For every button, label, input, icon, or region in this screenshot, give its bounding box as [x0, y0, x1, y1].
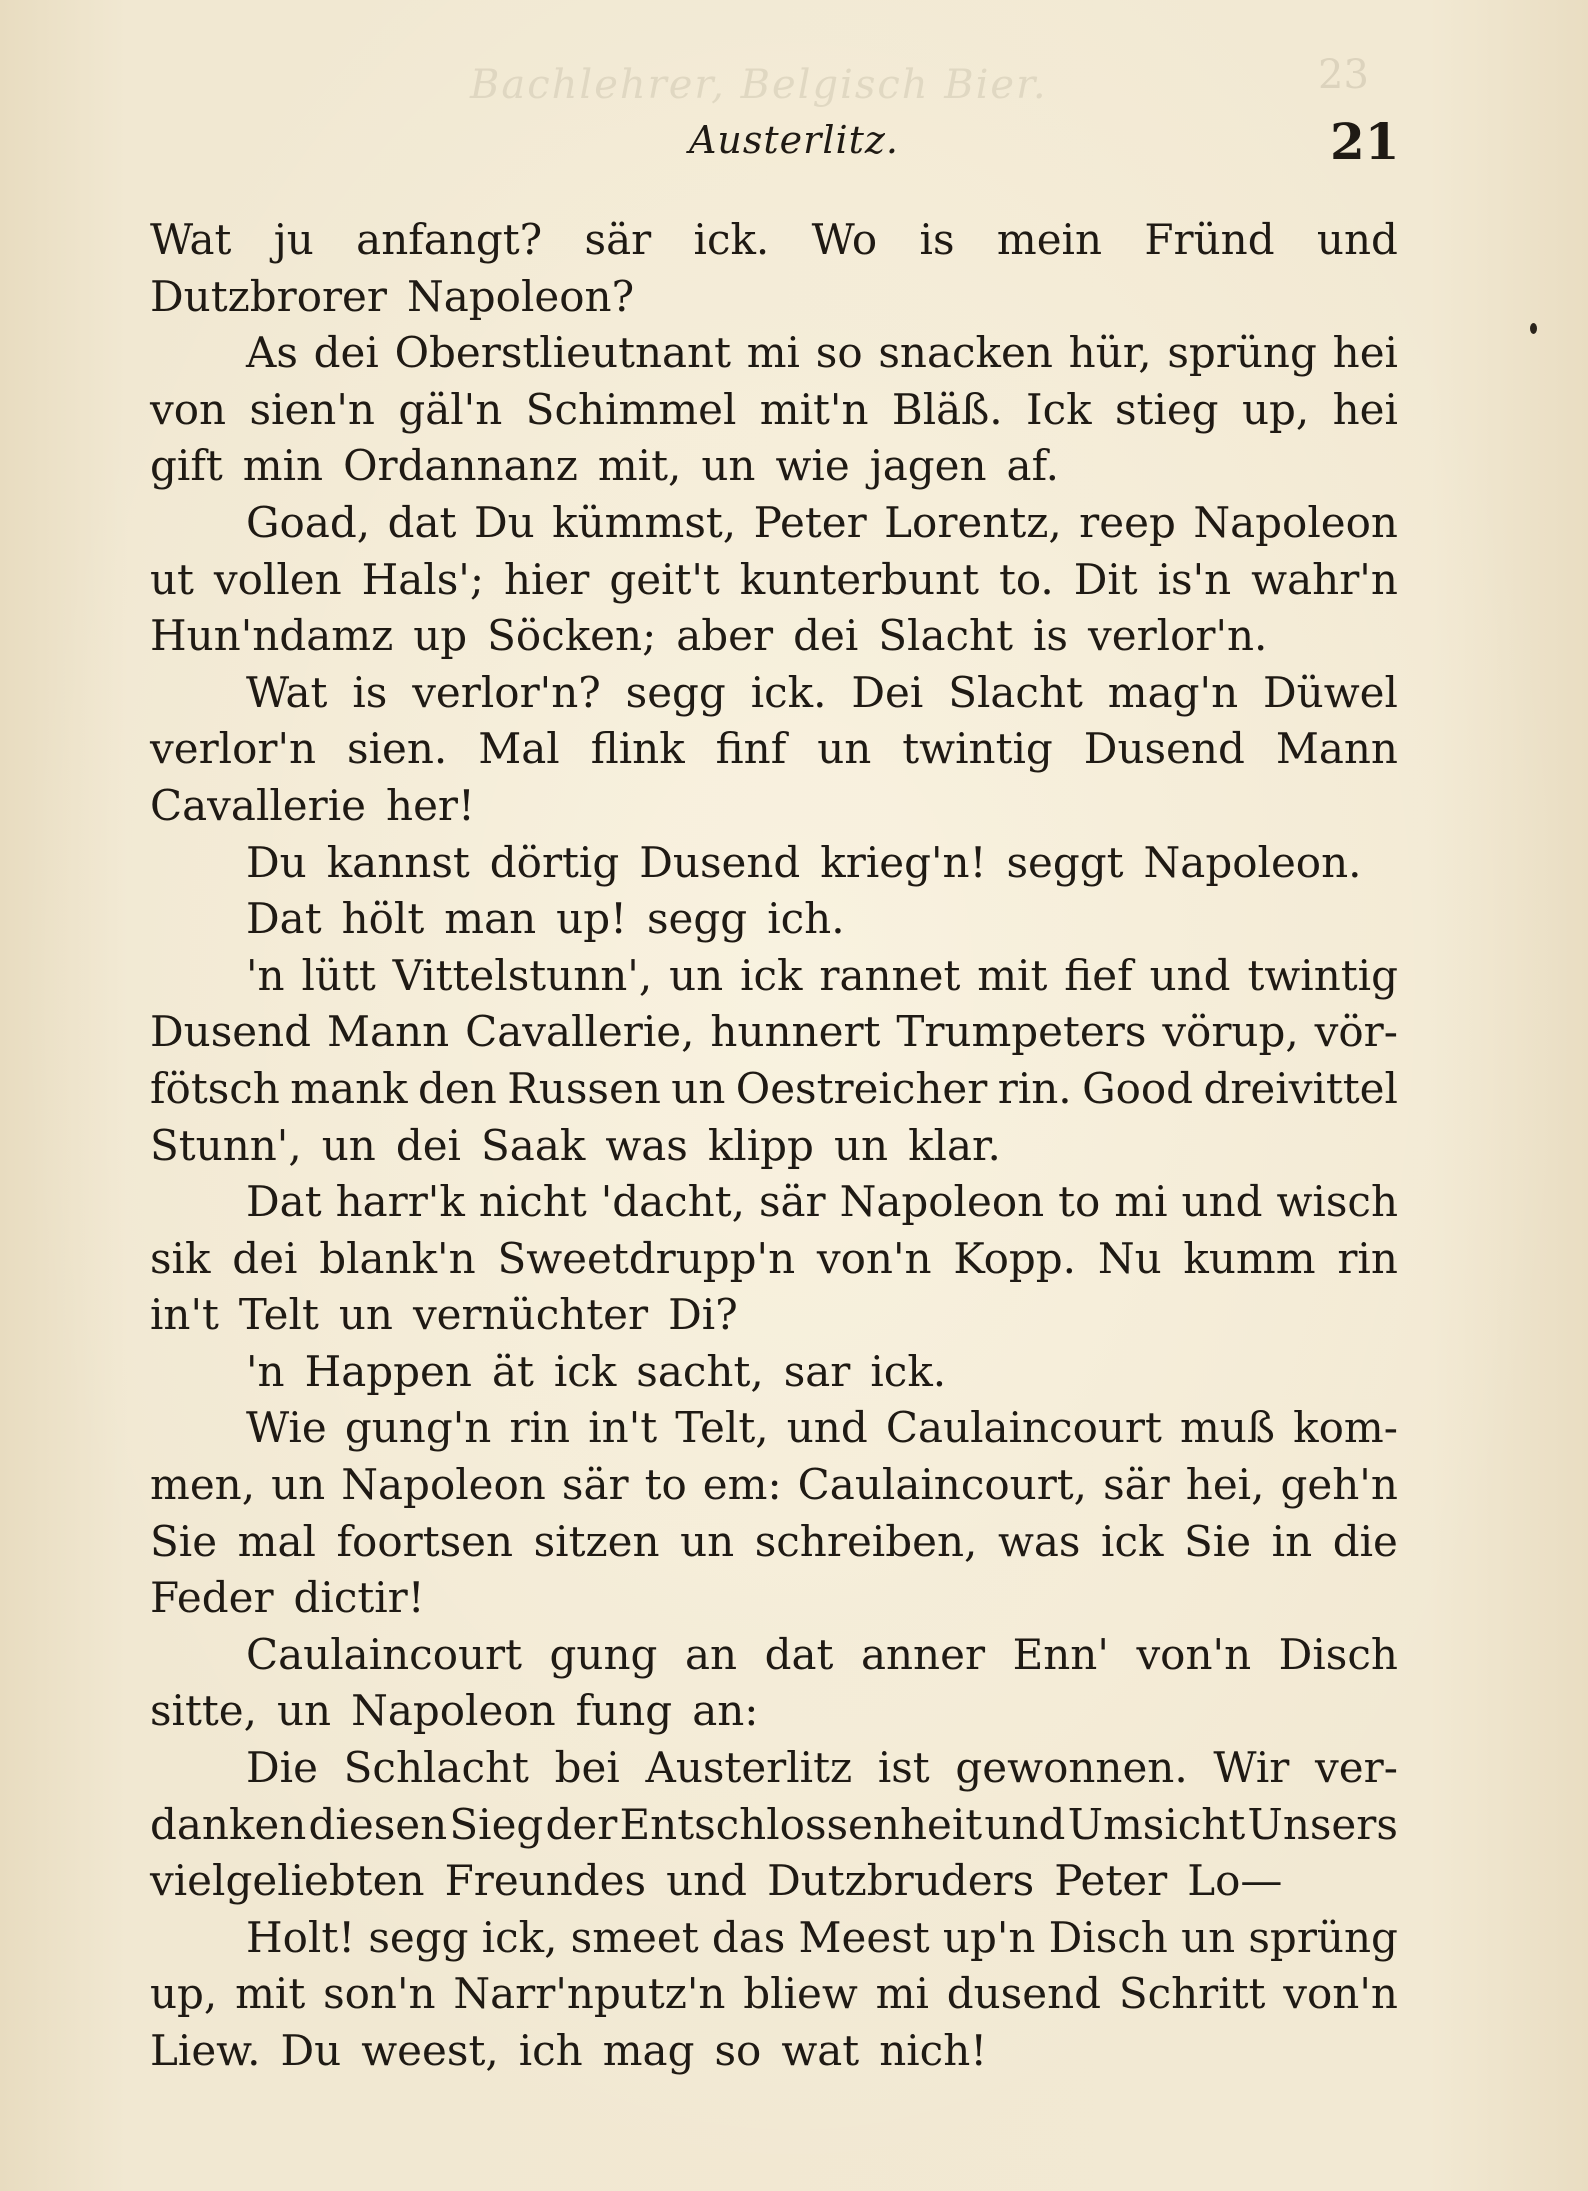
- word: rin: [1337, 1233, 1398, 1283]
- word: Lo—: [1187, 1856, 1283, 1906]
- word: bliew: [743, 1969, 858, 2019]
- word: Wir: [1213, 1743, 1290, 1793]
- bleed-through-page-number: 23: [1318, 52, 1369, 98]
- word: Mann: [327, 1007, 450, 1057]
- word: sitzen: [533, 1516, 660, 1566]
- word: sär: [561, 1460, 629, 1510]
- word: Caulaincourt: [246, 1629, 522, 1679]
- word: Meest: [798, 1912, 930, 1962]
- word: danken: [150, 1799, 307, 1849]
- word: Slacht: [878, 611, 1013, 661]
- word: stieg: [1114, 384, 1219, 434]
- word: men,: [150, 1460, 256, 1510]
- word: jagen: [869, 441, 987, 491]
- word: snacken: [878, 328, 1053, 378]
- word: Caulaincourt,: [797, 1460, 1088, 1510]
- word: Goad,: [246, 497, 371, 547]
- word: Slacht: [948, 667, 1083, 717]
- word: Cavallerie: [150, 780, 367, 830]
- word: in: [1271, 1516, 1313, 1566]
- word: dat: [764, 1629, 834, 1679]
- word: mit: [235, 1969, 306, 2019]
- word: mal: [237, 1516, 316, 1566]
- word: is: [919, 215, 955, 264]
- word: hier: [503, 554, 590, 604]
- word: Liew.: [150, 2026, 261, 2075]
- word: hei,: [1185, 1460, 1265, 1510]
- word: foortsen: [336, 1516, 514, 1566]
- word: den: [418, 1063, 497, 1113]
- text-line: [150, 552, 1398, 609]
- body-text: [150, 212, 1398, 2080]
- word: Dat: [246, 1177, 322, 1227]
- word: dictir!: [293, 1573, 425, 1623]
- word: der: [545, 1799, 618, 1849]
- word: Dusend: [639, 837, 801, 887]
- word: un: [276, 1686, 332, 1736]
- word: un: [1181, 1912, 1236, 1962]
- text-line: [150, 1400, 1398, 1457]
- word: ich.: [767, 894, 845, 944]
- word: sär: [1103, 1460, 1170, 1510]
- word: mit,: [597, 441, 682, 491]
- word: Dutzbrorer: [150, 271, 387, 321]
- word: to: [644, 1460, 687, 1510]
- text-line: [150, 269, 1398, 326]
- page-header: [0, 112, 1588, 172]
- word: dat: [387, 497, 457, 547]
- word: geh'n: [1280, 1460, 1398, 1510]
- word: an: [684, 1629, 738, 1679]
- text-line: [150, 1344, 1398, 1401]
- word: Peter: [753, 497, 867, 547]
- word: was: [605, 1120, 688, 1170]
- word: wat: [781, 2026, 860, 2075]
- word: geit't: [609, 554, 720, 604]
- word: sar: [783, 1346, 851, 1396]
- word: die: [1332, 1516, 1398, 1566]
- word: Du: [473, 497, 535, 547]
- word: harr'k: [335, 1177, 465, 1227]
- text-line: [150, 835, 1398, 892]
- word: Dutzbruders: [767, 1856, 1035, 1906]
- word: Napoleon: [1193, 497, 1398, 547]
- word: lütt: [301, 950, 376, 1000]
- word: Die: [246, 1743, 318, 1793]
- word: sacht,: [636, 1346, 764, 1396]
- word: As: [246, 328, 298, 378]
- word: schreiben,: [754, 1516, 978, 1566]
- word: nicht: [478, 1177, 587, 1227]
- word: mit: [977, 950, 1048, 1000]
- word: Dusend: [150, 1007, 312, 1057]
- word: und: [1316, 215, 1398, 264]
- word: Disch: [1278, 1629, 1398, 1679]
- word: Schimmel: [525, 384, 737, 434]
- word: is'n: [1157, 554, 1232, 604]
- text-line: [150, 1287, 1398, 1344]
- word: gäl'n: [398, 384, 503, 434]
- word: up!: [556, 894, 627, 944]
- word: aber: [676, 611, 774, 661]
- word: ick,: [481, 1912, 558, 1962]
- word: sien.: [347, 724, 448, 774]
- word: klipp: [707, 1120, 814, 1170]
- word: fung: [575, 1686, 673, 1736]
- word: kumm: [1183, 1233, 1316, 1283]
- word: was: [997, 1516, 1081, 1566]
- word: Du: [280, 2026, 342, 2075]
- word: ver-: [1315, 1743, 1398, 1793]
- word: finf: [715, 724, 787, 774]
- word: kümmst,: [552, 497, 737, 547]
- word: smeet: [570, 1912, 699, 1962]
- word: Russen: [507, 1063, 661, 1113]
- word: flink: [590, 724, 685, 774]
- word: Bläß.: [891, 384, 1003, 434]
- word: mi: [875, 1969, 929, 2019]
- text-line: [150, 1910, 1398, 1967]
- word: un: [817, 724, 872, 774]
- word: Enn': [1012, 1629, 1109, 1679]
- word: un: [671, 1063, 726, 1113]
- word: is: [1032, 611, 1068, 661]
- word: dei: [313, 328, 379, 378]
- text-line: [150, 778, 1398, 835]
- word: sien'n: [249, 384, 375, 434]
- word: Stunn',: [150, 1120, 302, 1170]
- word: hölt: [341, 894, 425, 944]
- word: Fründ: [1144, 215, 1275, 264]
- word: ick: [1101, 1516, 1164, 1566]
- word: up,: [1241, 384, 1310, 434]
- word: gift: [150, 441, 223, 491]
- word: vernüchter: [412, 1290, 649, 1340]
- word: und: [1149, 950, 1231, 1000]
- word: is: [352, 667, 388, 717]
- word: krieg'n!: [820, 837, 987, 887]
- text-line: [150, 438, 1398, 495]
- word: Hun'ndamz: [150, 611, 394, 661]
- word: dusend: [946, 1969, 1101, 2019]
- text-line: [150, 1740, 1398, 1797]
- word: Napoleon: [351, 1686, 556, 1736]
- word: sär: [584, 215, 652, 264]
- word: wahr'n: [1251, 554, 1398, 604]
- word: nich!: [879, 2026, 988, 2075]
- word: hür,: [1068, 328, 1152, 378]
- word: son'n: [323, 1969, 436, 2019]
- word: von: [150, 384, 227, 434]
- bleed-through-title: Bachlehrer, Belgisch Bier.: [470, 62, 1048, 108]
- word: rannet: [819, 950, 961, 1000]
- word: ick: [553, 1346, 617, 1396]
- word: ich: [518, 2026, 583, 2075]
- word: ick.: [750, 667, 827, 717]
- word: her!: [386, 780, 475, 830]
- word: segg: [625, 667, 726, 717]
- word: rin: [509, 1403, 571, 1453]
- word: sprüng: [1248, 1912, 1398, 1962]
- word: Vittelstunn',: [392, 950, 653, 1000]
- word: von'n: [816, 1233, 932, 1283]
- word: vollen: [213, 554, 342, 604]
- word: gewonnen.: [955, 1743, 1188, 1793]
- word: twintig: [902, 724, 1053, 774]
- word: dörtig: [489, 837, 620, 887]
- word: sitte,: [150, 1686, 257, 1736]
- text-line: [150, 495, 1398, 552]
- word: Sie: [150, 1516, 218, 1566]
- word: diesen: [308, 1799, 448, 1849]
- word: Cavallerie,: [465, 1007, 695, 1057]
- word: mag'n: [1107, 667, 1239, 717]
- text-line: [150, 1231, 1398, 1288]
- word: Napoleon: [839, 1177, 1045, 1227]
- text-line: [150, 721, 1398, 778]
- word: hei: [1332, 328, 1398, 378]
- word: Düwel: [1263, 667, 1398, 717]
- text-line: [150, 665, 1398, 722]
- word: Wie: [246, 1403, 327, 1453]
- word: und: [666, 1856, 748, 1906]
- word: und: [786, 1403, 868, 1453]
- word: von'n: [1136, 1629, 1252, 1679]
- text-line: [150, 1174, 1398, 1231]
- word: un: [680, 1516, 735, 1566]
- word: kunterbunt: [739, 554, 979, 604]
- word: Sieg: [449, 1799, 544, 1849]
- word: muß: [1180, 1403, 1275, 1453]
- word: Ordannanz: [343, 441, 578, 491]
- word: in't: [588, 1403, 658, 1453]
- word: ick: [740, 950, 803, 1000]
- word: ät: [491, 1346, 534, 1396]
- word: Holt!: [246, 1912, 356, 1962]
- word: so: [714, 2026, 762, 2075]
- word: 'dacht,: [600, 1177, 745, 1227]
- word: Narr'nputz'n: [453, 1969, 726, 2019]
- word: un: [701, 441, 756, 491]
- word: mit'n: [759, 384, 869, 434]
- word: kom-: [1293, 1403, 1398, 1453]
- word: Mann: [1275, 724, 1398, 774]
- word: rin.: [997, 1063, 1072, 1113]
- word: Nu: [1097, 1233, 1162, 1283]
- word: segg: [647, 894, 748, 944]
- word: in't: [150, 1290, 219, 1340]
- word: vör-: [1314, 1007, 1398, 1057]
- word: to.: [998, 554, 1054, 604]
- word: to: [1058, 1177, 1101, 1227]
- word: up'n: [942, 1912, 1036, 1962]
- word: Austerlitz: [645, 1743, 853, 1793]
- word: segg: [368, 1912, 469, 1962]
- word: Telt,: [675, 1403, 769, 1453]
- word: Freundes: [444, 1856, 647, 1906]
- word: 'n: [246, 950, 285, 1000]
- word: Happen: [304, 1346, 472, 1396]
- word: Lorentz,: [884, 497, 1062, 547]
- word: mi: [746, 328, 800, 378]
- word: un: [669, 950, 724, 1000]
- word: sik: [150, 1233, 211, 1283]
- word: Sweetdrupp'n: [497, 1233, 796, 1283]
- word: kannst: [326, 837, 470, 887]
- word: vörup,: [1162, 1007, 1299, 1057]
- ink-speck: [1530, 323, 1537, 334]
- word: und: [1181, 1177, 1263, 1227]
- text-line: [150, 1118, 1398, 1175]
- text-line: [150, 891, 1398, 948]
- word: Di?: [668, 1290, 738, 1340]
- word: Napoleon.: [1143, 837, 1362, 887]
- word: Caulaincourt: [885, 1403, 1162, 1453]
- word: Wat: [246, 667, 328, 717]
- word: em:: [702, 1460, 782, 1510]
- word: wisch: [1276, 1177, 1398, 1227]
- word: Schritt: [1118, 1969, 1266, 2019]
- text-line: [150, 1627, 1398, 1684]
- word: an:: [692, 1686, 759, 1736]
- word: und: [984, 1799, 1066, 1849]
- word: seggt: [1006, 837, 1124, 887]
- text-line: [150, 948, 1398, 1005]
- word: man: [444, 894, 537, 944]
- word: sär: [758, 1177, 826, 1227]
- word: ist: [877, 1743, 930, 1793]
- word: dei: [395, 1120, 461, 1170]
- word: verlor'n?: [412, 667, 601, 717]
- word: up: [413, 611, 468, 661]
- word: ick.: [870, 1346, 947, 1396]
- word: Napoleon: [341, 1460, 546, 1510]
- word: Ick: [1026, 384, 1092, 434]
- word: anner: [860, 1629, 986, 1679]
- word: Oberstlieutnant: [394, 328, 731, 378]
- word: wie: [775, 441, 850, 491]
- text-line: [150, 1457, 1398, 1514]
- text-line: [150, 2023, 1398, 2080]
- word: Dei: [851, 667, 924, 717]
- word: verlor'n.: [1087, 611, 1268, 661]
- word: up,: [150, 1969, 218, 2019]
- word: Kopp.: [953, 1233, 1077, 1283]
- word: Schlacht: [343, 1743, 529, 1793]
- word: fötsch: [150, 1063, 280, 1113]
- word: Umsicht: [1067, 1799, 1246, 1849]
- text-line: [150, 1966, 1398, 2023]
- word: Entschlossenheit: [619, 1799, 983, 1849]
- word: Söcken;: [487, 611, 657, 661]
- word: Disch: [1048, 1912, 1168, 1962]
- text-line: [150, 325, 1398, 382]
- word: un: [321, 1120, 376, 1170]
- word: dei: [232, 1233, 298, 1283]
- word: Du: [246, 837, 307, 887]
- word: Oestreicher: [735, 1063, 988, 1113]
- word: sprüng: [1167, 328, 1317, 378]
- word: hunnert: [710, 1007, 881, 1057]
- text-line: [150, 1004, 1398, 1061]
- word: blank'n: [319, 1233, 476, 1283]
- text-line: [150, 1514, 1398, 1571]
- word: gung'n: [344, 1403, 492, 1453]
- text-line: [150, 608, 1398, 665]
- word: twintig: [1247, 950, 1398, 1000]
- word: von'n: [1283, 1969, 1398, 2019]
- word: un: [338, 1290, 393, 1340]
- word: af.: [1006, 441, 1059, 491]
- word: weest,: [361, 2026, 499, 2075]
- word: Saak: [481, 1120, 586, 1170]
- text-line: [150, 212, 1398, 269]
- word: Mal: [478, 724, 560, 774]
- word: verlor'n: [150, 724, 317, 774]
- text-line: [150, 1061, 1398, 1118]
- text-line: [150, 1853, 1398, 1910]
- word: mank: [290, 1063, 408, 1113]
- text-line: [150, 382, 1398, 439]
- word: ut: [150, 554, 194, 604]
- word: mi: [1114, 1177, 1168, 1227]
- word: Peter: [1054, 1856, 1168, 1906]
- text-line: [150, 1797, 1398, 1854]
- word: gung: [549, 1629, 658, 1679]
- text-line: [150, 1570, 1398, 1627]
- word: Napoleon?: [407, 271, 635, 321]
- word: vielgeliebten: [150, 1856, 425, 1906]
- word: fief: [1064, 950, 1133, 1000]
- word: so: [815, 328, 863, 378]
- word: Dat: [246, 894, 322, 944]
- word: min: [242, 441, 324, 491]
- word: Dit: [1073, 554, 1138, 604]
- running-title: Austerlitz.: [688, 118, 900, 162]
- word: Unsers: [1247, 1799, 1398, 1849]
- word: Sie: [1184, 1516, 1252, 1566]
- word: mag: [602, 2026, 695, 2075]
- word: un: [271, 1460, 326, 1510]
- word: Hals';: [361, 554, 484, 604]
- word: reep: [1079, 497, 1176, 547]
- text-line: [150, 1683, 1398, 1740]
- word: bei: [554, 1743, 620, 1793]
- word: hei: [1332, 384, 1398, 434]
- word: ick.: [693, 215, 770, 264]
- word: mein: [996, 215, 1103, 264]
- word: un: [833, 1120, 889, 1170]
- page-number: 21: [1330, 112, 1400, 171]
- word: Trumpeters: [896, 1007, 1147, 1057]
- word: das: [711, 1912, 786, 1962]
- word: anfangt?: [356, 215, 543, 264]
- word: dei: [793, 611, 859, 661]
- word: klar.: [908, 1120, 1001, 1170]
- word: Wo: [811, 215, 878, 264]
- word: Feder: [150, 1573, 274, 1623]
- word: Dusend: [1083, 724, 1245, 774]
- word: Good: [1082, 1063, 1194, 1113]
- word: Wat: [150, 215, 232, 264]
- word: dreivittel: [1203, 1063, 1398, 1113]
- word: 'n: [246, 1346, 285, 1396]
- word: ju: [273, 215, 314, 264]
- word: Telt: [238, 1290, 319, 1340]
